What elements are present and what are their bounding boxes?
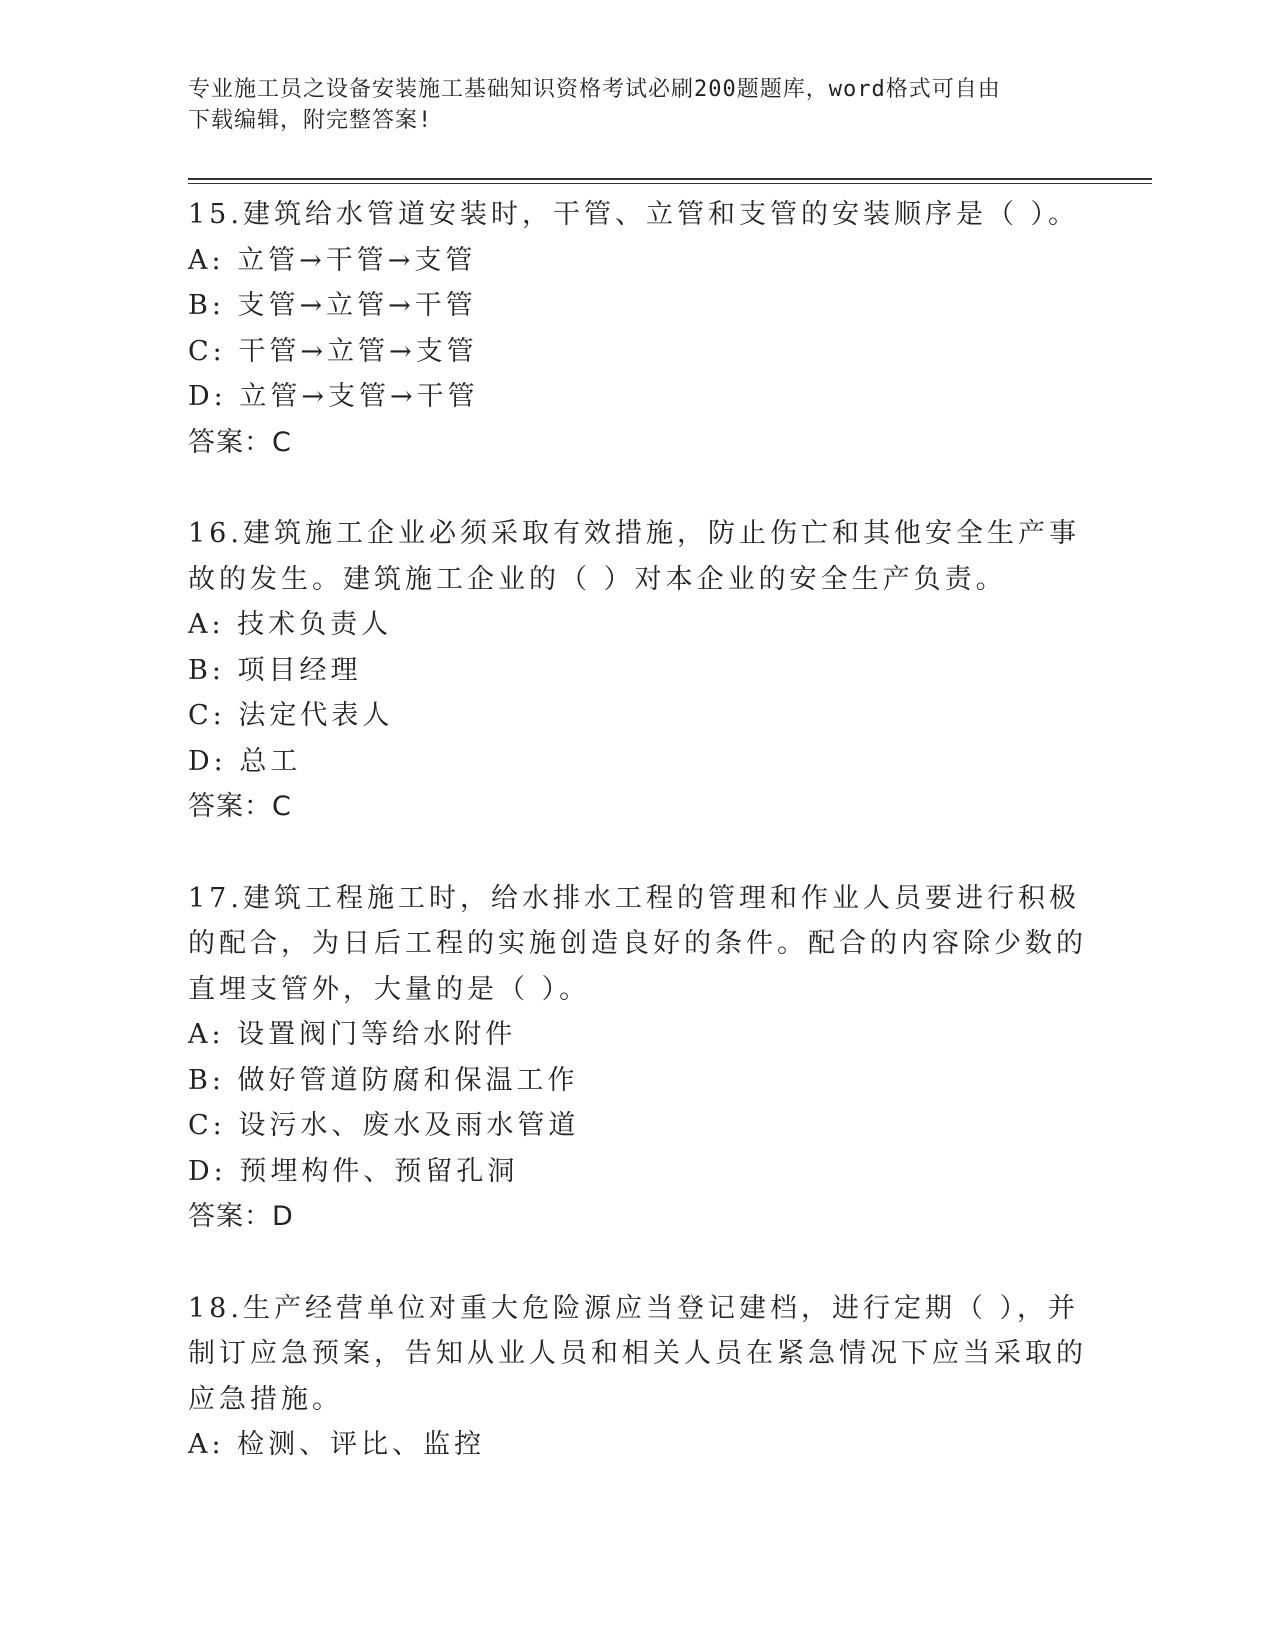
question-spacer — [188, 465, 1088, 511]
question-stem: 17.建筑工程施工时，给水排水工程的管理和作业人员要进行积极的配合，为日后工程的实施创造良好的条件。配合的内容除少数的直埋支管外，大量的是（ ）。 — [188, 882, 1087, 1005]
question-stem: 15.建筑给水管道安装时，干管、立管和支管的安装顺序是（ ）。 — [188, 199, 1080, 230]
question-list — [188, 192, 1088, 1468]
document-header — [188, 74, 1088, 136]
option-b: B: 支管→立管→干管 — [188, 290, 477, 321]
answer-line: 答案：C — [188, 791, 292, 822]
question-15 — [188, 192, 1088, 465]
option-b: B: 做好管道防腐和保温工作 — [188, 1064, 579, 1096]
question-stem: 18.生产经营单位对重大危险源应当登记建档，进行定期（ ），并制订应急预案，告知从业人员和相关人员在紧急情况下应当采取的应急措施。 — [188, 1292, 1087, 1415]
question-spacer — [188, 830, 1088, 876]
option-b: B: 项目经理 — [188, 654, 362, 686]
option-c: C: 设污水、废水及雨水管道 — [188, 1110, 580, 1141]
option-a: A: 立管→干管→支管 — [188, 244, 477, 276]
option-a: A: 技术负责人 — [188, 609, 393, 640]
option-d: D: 预埋构件、预留孔洞 — [188, 1155, 519, 1187]
question-stem: 16.建筑施工企业必须采取有效措施，防止伤亡和其他安全生产事故的发生。建筑施工企业的（ ）对本企业的安全生产负责。 — [188, 518, 1080, 595]
answer-line: 答案：D — [188, 1201, 294, 1232]
header-divider-thin — [188, 183, 1152, 184]
question-17 — [188, 876, 1088, 1240]
header-line-1: 专业施工员之设备安装施工基础知识资格考试必刷200题题库，word格式可自由 — [188, 77, 1001, 102]
question-18 — [188, 1286, 1088, 1468]
option-c: C: 法定代表人 — [188, 700, 394, 731]
option-a: A: 设置阀门等给水附件 — [188, 1019, 517, 1050]
header-line-2: 下载编辑，附完整答案! — [188, 108, 433, 133]
option-c: C: 干管→立管→支管 — [188, 335, 478, 367]
header-divider-thick — [188, 178, 1152, 180]
question-spacer — [188, 1240, 1088, 1286]
option-d: D: 立管→支管→干管 — [188, 381, 479, 412]
question-16 — [188, 511, 1088, 830]
answer-line: 答案：C — [188, 426, 292, 458]
option-a: A: 检测、评比、监控 — [188, 1429, 486, 1460]
option-d: D: 总工 — [188, 745, 302, 777]
